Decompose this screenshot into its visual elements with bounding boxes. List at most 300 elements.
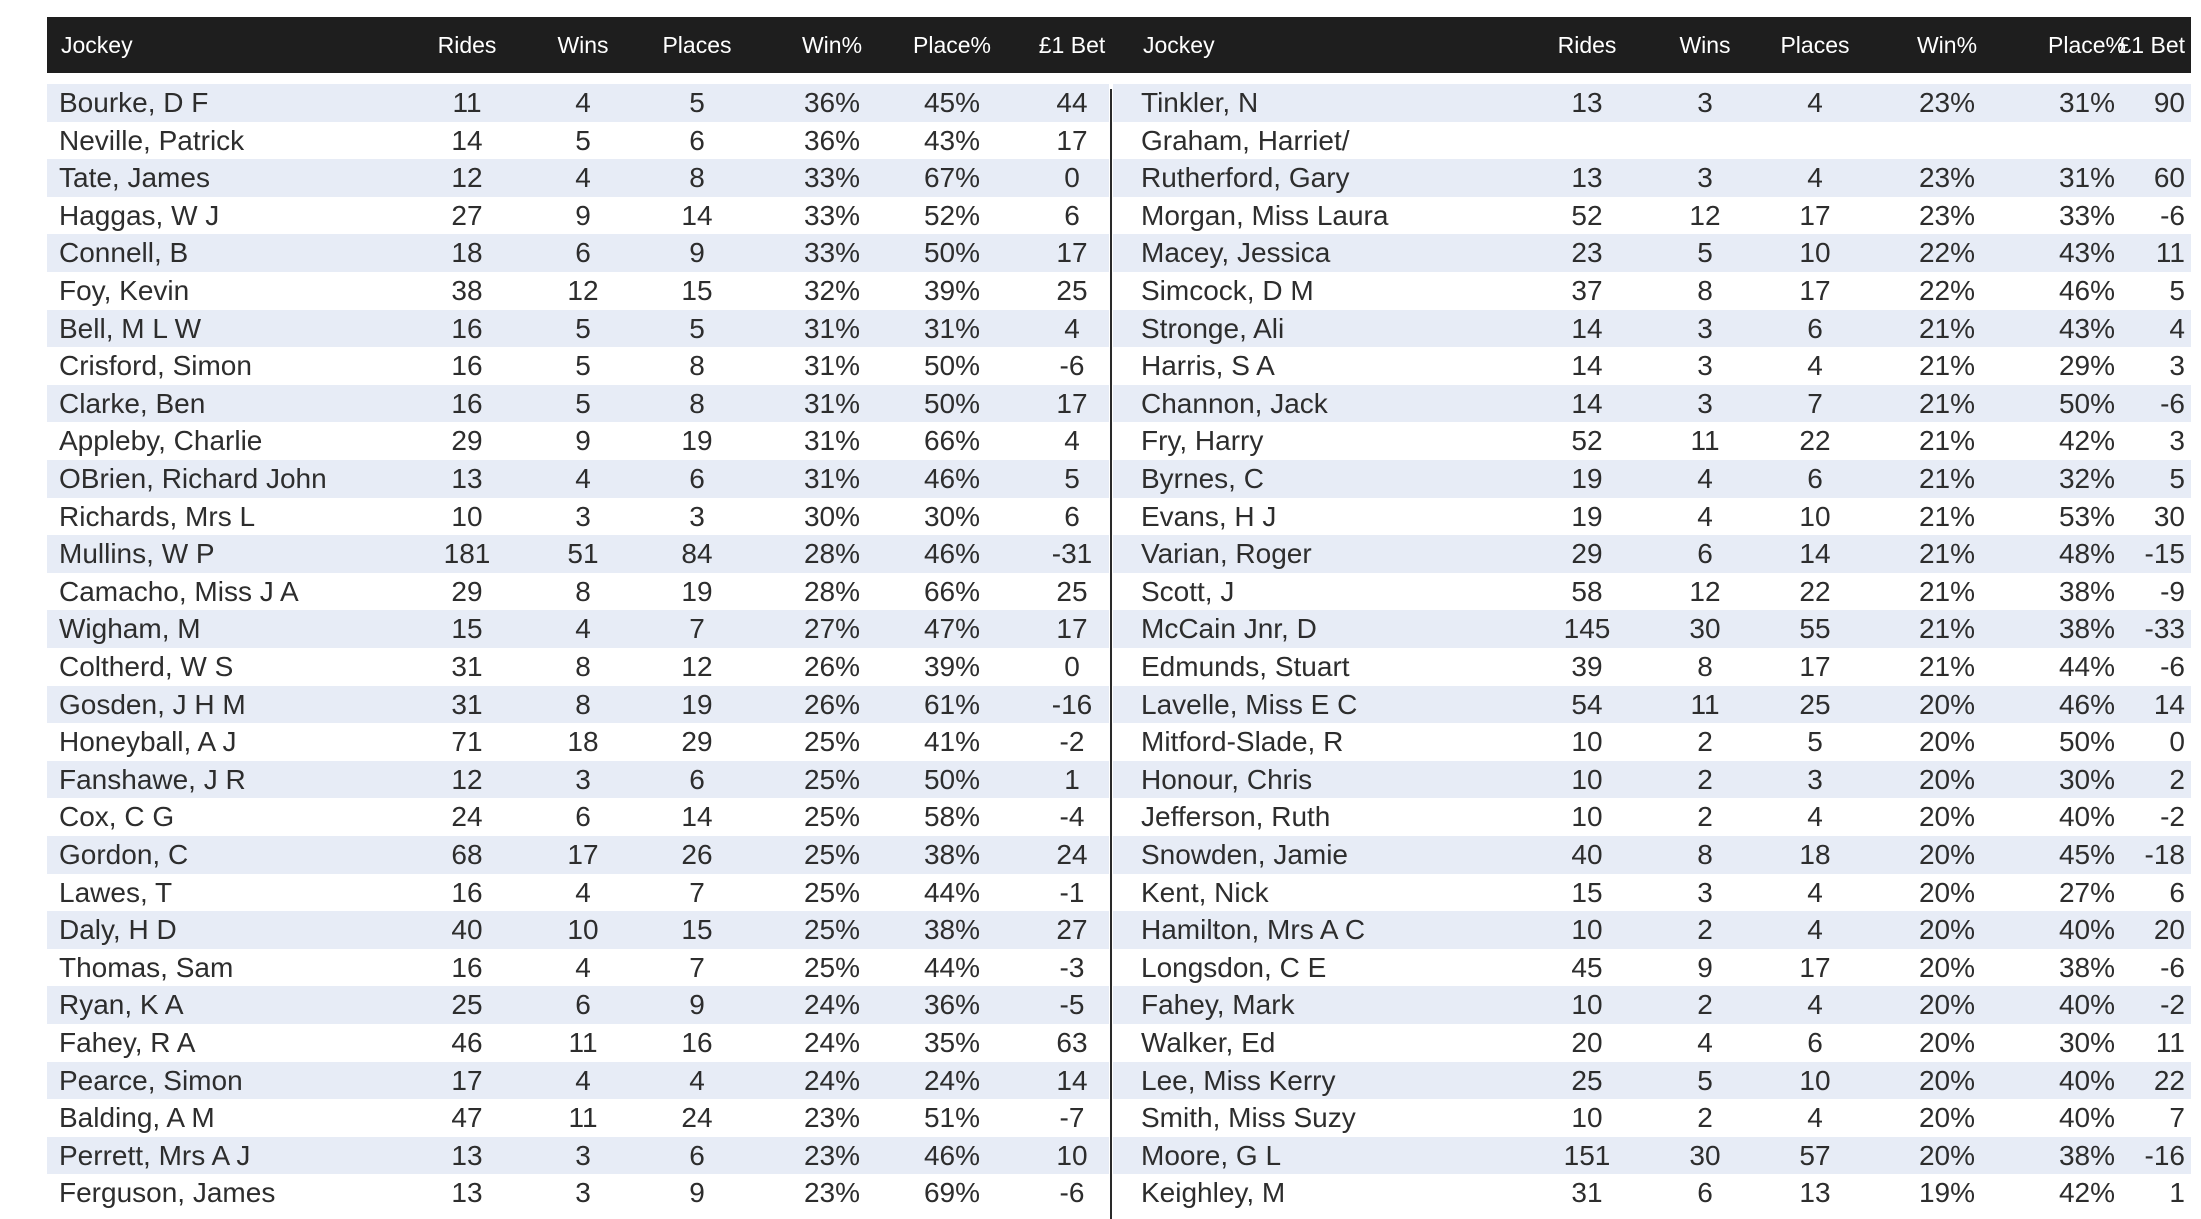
table-row: [1113, 272, 2191, 310]
cell-place-pct: 40%: [2058, 914, 2116, 946]
cell-places: 10: [1799, 1064, 1831, 1096]
cell-jockey: Moore, G L: [1141, 1139, 1282, 1171]
cell-bet: -31: [1051, 538, 1093, 570]
table-row: [47, 1062, 1109, 1100]
cell-jockey: Stronge, Ali: [1141, 312, 1285, 344]
cell-wins: 12: [1689, 199, 1721, 231]
cell-win-pct: 33%: [803, 162, 861, 194]
cell-jockey: Mitford-Slade, R: [1141, 726, 1344, 758]
cell-wins: 5: [575, 312, 591, 344]
table-row: [1113, 836, 2191, 874]
cell-bet: -6: [2160, 199, 2185, 231]
cell-places: 4: [689, 1064, 705, 1096]
cell-win-pct: 27%: [803, 613, 861, 645]
cell-wins: 5: [575, 350, 591, 382]
cell-rides: 12: [451, 162, 483, 194]
cell-place-pct: 50%: [923, 237, 981, 269]
cell-rides: 10: [1571, 1102, 1603, 1134]
cell-rides: 15: [1571, 876, 1603, 908]
cell-jockey: Ryan, K A: [59, 989, 184, 1021]
table-row: [47, 874, 1109, 912]
cell-places: 17: [1799, 951, 1831, 983]
cell-wins: 3: [1697, 387, 1713, 419]
cell-wins: 10: [567, 914, 599, 946]
cell-bet: 17: [1056, 237, 1088, 269]
cell-jockey: Snowden, Jamie: [1141, 839, 1349, 870]
cell-win-pct: 28%: [803, 575, 861, 607]
cell-rides: 39: [1571, 651, 1603, 682]
cell-bet: -6: [2160, 951, 2185, 983]
cell-place-pct: 31%: [2058, 87, 2116, 118]
table-row: [47, 648, 1109, 686]
cell-places: 17: [1799, 651, 1831, 682]
header-wins: Wins: [557, 32, 609, 58]
cell-bet: -2: [2160, 989, 2185, 1021]
cell-bet: -6: [2160, 651, 2185, 682]
cell-places: 6: [689, 463, 705, 494]
cell-bet: 17: [1056, 613, 1088, 645]
cell-jockey: Macey, Jessica: [1141, 237, 1331, 269]
cell-rides: 13: [451, 1177, 483, 1209]
cell-win-pct: 23%: [1918, 199, 1976, 231]
cell-wins: 30: [1689, 1139, 1721, 1171]
cell-rides: 14: [1571, 350, 1603, 382]
cell-rides: 14: [1571, 312, 1603, 344]
cell-rides: 10: [1571, 914, 1603, 946]
cell-bet: 60: [2153, 162, 2185, 194]
table-row: [1113, 1174, 2191, 1212]
header-place-pct: Place%: [913, 32, 991, 58]
table-row: [47, 761, 1109, 799]
cell-rides: 71: [451, 726, 483, 758]
cell-jockey: Gosden, J H M: [59, 688, 246, 720]
cell-bet: 0: [1064, 651, 1080, 682]
cell-bet: -16: [2144, 1139, 2185, 1171]
cell-wins: 8: [1697, 651, 1713, 682]
cell-rides: 10: [1571, 801, 1603, 833]
cell-rides: 14: [1571, 387, 1603, 419]
cell-wins: 4: [575, 87, 591, 118]
table-row: [47, 234, 1109, 272]
cell-place-pct: 46%: [2058, 275, 2116, 306]
cell-rides: 15: [451, 613, 483, 645]
cell-place-pct: 44%: [923, 876, 981, 908]
cell-place-pct: 40%: [2058, 989, 2116, 1021]
cell-jockey: Tate, James: [59, 162, 210, 194]
cell-places: 22: [1799, 575, 1831, 607]
cell-bet: 22: [2153, 1064, 2185, 1096]
cell-wins: 3: [1697, 87, 1713, 118]
cell-win-pct: [1882, 122, 2012, 160]
cell-places: 57: [1799, 1139, 1831, 1171]
cell-wins: 3: [1697, 876, 1713, 908]
cell-wins: 5: [1697, 237, 1713, 269]
cell-wins: 8: [575, 575, 591, 607]
cell-wins: 8: [575, 688, 591, 720]
cell-win-pct: 23%: [803, 1177, 861, 1209]
cell-bet: 44: [1056, 87, 1088, 118]
table-row: [1113, 798, 2191, 836]
cell-place-pct: 38%: [2058, 575, 2116, 607]
cell-rides: 16: [451, 387, 483, 419]
cell-rides: 29: [451, 425, 483, 457]
cell-jockey: Coltherd, W S: [59, 651, 234, 682]
cell-wins: 4: [1697, 500, 1713, 532]
cell-bet: -3: [1059, 951, 1085, 983]
cell-win-pct: 23%: [1918, 87, 1976, 118]
cell-jockey: Haggas, W J: [59, 199, 220, 231]
cell-bet: -6: [2160, 387, 2185, 419]
table-row: [47, 798, 1109, 836]
table-row: [1113, 310, 2191, 348]
cell-rides: 58: [1571, 575, 1603, 607]
cell-places: 8: [689, 350, 705, 382]
cell-wins: 2: [1697, 801, 1713, 833]
cell-rides: 31: [451, 688, 483, 720]
cell-rides: 17: [451, 1064, 483, 1096]
cell-jockey: Pearce, Simon: [59, 1064, 243, 1096]
cell-places: 5: [689, 87, 705, 118]
cell-wins: 4: [575, 162, 591, 194]
cell-jockey: Harris, S A: [1141, 350, 1275, 382]
cell-win-pct: 26%: [803, 688, 861, 720]
cell-wins: 2: [1697, 1102, 1713, 1134]
cell-win-pct: 21%: [1918, 500, 1976, 532]
cell-win-pct: 21%: [1918, 613, 1976, 645]
cell-bet: 4: [1064, 312, 1080, 344]
cell-jockey: Scott, J: [1141, 575, 1235, 607]
cell-jockey: Fahey, Mark: [1141, 989, 1295, 1021]
table-row: [1113, 347, 2191, 385]
cell-bet: 4: [2169, 312, 2185, 344]
cell-place-pct: 42%: [2058, 425, 2116, 457]
cell-wins: 3: [575, 1177, 591, 1209]
header-wins: Wins: [1679, 32, 1731, 58]
table-row: [1113, 1062, 2191, 1100]
table-row: [1113, 761, 2191, 799]
cell-rides: 52: [1571, 199, 1603, 231]
table-row: [1113, 422, 2191, 460]
cell-places: 6: [689, 763, 705, 795]
cell-place-pct: 66%: [923, 425, 981, 457]
cell-jockey: Edmunds, Stuart: [1141, 651, 1350, 682]
cell-places: 10: [1799, 237, 1831, 269]
table-row: [1113, 385, 2191, 423]
cell-place-pct: 69%: [923, 1177, 981, 1209]
cell-bet: -6: [1059, 350, 1085, 382]
cell-place-pct: 38%: [923, 839, 981, 870]
cell-wins: 6: [575, 237, 591, 269]
cell-rides: 52: [1571, 425, 1603, 457]
cell-place-pct: 30%: [923, 500, 981, 532]
table-row: [47, 610, 1109, 648]
cell-rides: [1537, 122, 1637, 160]
cell-win-pct: 21%: [1918, 387, 1976, 419]
cell-bet: 0: [1064, 162, 1080, 194]
cell-bet: 1: [1064, 763, 1080, 795]
header-jockey: Jockey: [61, 32, 133, 58]
cell-rides: 16: [451, 951, 483, 983]
cell-wins: 3: [1697, 162, 1713, 194]
cell-jockey: Evans, H J: [1141, 500, 1277, 532]
column-divider: [1110, 89, 1112, 1219]
cell-rides: 25: [1571, 1064, 1603, 1096]
cell-jockey: Bell, M L W: [59, 312, 202, 344]
cell-wins: 6: [575, 989, 591, 1021]
cell-places: 4: [1807, 989, 1823, 1021]
cell-places: 15: [681, 275, 713, 306]
cell-place-pct: 50%: [2058, 387, 2116, 419]
cell-jockey: Bourke, D F: [59, 87, 209, 118]
cell-places: 7: [689, 951, 705, 983]
table-row: [1113, 648, 2191, 686]
cell-bet: 5: [2169, 463, 2185, 494]
cell-win-pct: 25%: [803, 914, 861, 946]
cell-jockey: Camacho, Miss J A: [59, 575, 299, 607]
cell-places: 5: [1807, 726, 1823, 758]
cell-win-pct: 33%: [803, 237, 861, 269]
cell-bet: 2: [2169, 763, 2185, 795]
table-row: [47, 535, 1109, 573]
cell-win-pct: 25%: [803, 763, 861, 795]
cell-jockey: Channon, Jack: [1141, 387, 1328, 419]
cell-jockey: Simcock, D M: [1141, 275, 1314, 306]
cell-jockey: Richards, Mrs L: [59, 500, 256, 532]
cell-bet: 3: [2169, 425, 2185, 457]
table-row: [1113, 535, 2191, 573]
cell-jockey: Cox, C G: [59, 801, 175, 833]
cell-place-pct: 45%: [923, 87, 981, 118]
cell-wins: 11: [1690, 425, 1720, 457]
cell-wins: 51: [567, 538, 599, 570]
cell-jockey: Balding, A M: [59, 1102, 215, 1134]
cell-wins: 4: [575, 463, 591, 494]
cell-rides: 145: [1563, 613, 1611, 645]
cell-rides: 16: [451, 876, 483, 908]
cell-bet: -2: [1059, 726, 1085, 758]
cell-rides: 13: [1571, 87, 1603, 118]
cell-jockey: Honeyball, A J: [59, 726, 237, 758]
cell-bet: 30: [2153, 500, 2185, 532]
cell-places: 4: [1807, 87, 1823, 118]
cell-places: 9: [689, 989, 705, 1021]
cell-wins: 4: [575, 1064, 591, 1096]
header-rides: Rides: [1557, 32, 1617, 58]
cell-place-pct: 38%: [923, 914, 981, 946]
cell-wins: 9: [575, 199, 591, 231]
cell-rides: 37: [1571, 275, 1603, 306]
cell-jockey: Appleby, Charlie: [59, 425, 263, 457]
table-row: [47, 460, 1109, 498]
cell-jockey: Varian, Roger: [1141, 538, 1312, 570]
cell-places: 4: [1807, 162, 1823, 194]
cell-wins: 3: [575, 763, 591, 795]
table-header: [47, 17, 2191, 73]
cell-wins: 4: [575, 613, 591, 645]
cell-places: 13: [1799, 1177, 1831, 1209]
cell-places: 4: [1807, 1102, 1823, 1134]
cell-rides: 46: [451, 1027, 483, 1058]
cell-jockey: Hamilton, Mrs A C: [1141, 914, 1366, 946]
cell-wins: 2: [1697, 763, 1713, 795]
cell-jockey: Perrett, Mrs A J: [59, 1139, 251, 1171]
cell-wins: 30: [1689, 613, 1721, 645]
cell-places: [1755, 122, 1875, 160]
cell-places: 16: [681, 1027, 713, 1058]
cell-bet: 6: [1064, 199, 1080, 231]
cell-place-pct: 31%: [2058, 162, 2116, 194]
cell-jockey: Crisford, Simon: [59, 350, 252, 382]
table-row: [47, 949, 1109, 987]
cell-wins: 2: [1697, 726, 1713, 758]
cell-win-pct: 25%: [803, 839, 861, 870]
cell-places: 24: [681, 1102, 713, 1134]
cell-wins: 8: [1697, 839, 1713, 870]
cell-place-pct: 31%: [923, 312, 981, 344]
cell-win-pct: 23%: [803, 1139, 861, 1171]
cell-places: 26: [681, 839, 713, 870]
cell-place-pct: 43%: [2058, 237, 2116, 269]
cell-wins: 5: [1697, 1064, 1713, 1096]
cell-bet: 0: [2169, 726, 2185, 758]
cell-wins: 9: [575, 425, 591, 457]
cell-place-pct: 46%: [923, 538, 981, 570]
cell-rides: 11: [452, 87, 482, 118]
cell-places: 5: [689, 312, 705, 344]
cell-rides: 40: [451, 914, 483, 946]
cell-wins: 17: [567, 839, 599, 870]
cell-rides: 10: [1571, 726, 1603, 758]
cell-rides: 151: [1563, 1139, 1611, 1171]
cell-jockey: Lavelle, Miss E C: [1141, 688, 1358, 720]
header-places: Places: [662, 32, 732, 58]
cell-wins: 4: [575, 951, 591, 983]
cell-wins: 6: [575, 801, 591, 833]
cell-places: 9: [689, 1177, 705, 1209]
cell-place-pct: 50%: [923, 763, 981, 795]
cell-win-pct: 25%: [803, 876, 861, 908]
table-row: [47, 84, 1109, 122]
cell-bet: -18: [2144, 839, 2185, 870]
cell-places: 22: [1799, 425, 1831, 457]
cell-places: 6: [1807, 463, 1823, 494]
cell-places: 8: [689, 387, 705, 419]
table-row: [47, 1024, 1109, 1062]
jockey-stats-sheet: [47, 17, 2191, 1217]
cell-bet: 25: [1056, 275, 1088, 306]
cell-jockey: Mullins, W P: [59, 538, 215, 570]
cell-jockey: Jefferson, Ruth: [1141, 801, 1331, 833]
cell-win-pct: 21%: [1918, 425, 1976, 457]
cell-win-pct: 21%: [1918, 538, 1976, 570]
cell-jockey: Honour, Chris: [1141, 763, 1313, 795]
header-place-pct: Place%: [2048, 32, 2126, 58]
cell-place-pct: 58%: [923, 801, 981, 833]
cell-place-pct: 42%: [2058, 1177, 2116, 1209]
cell-win-pct: 25%: [803, 951, 861, 983]
cell-jockey: Neville, Patrick: [59, 124, 245, 156]
table-row: [1113, 1137, 2191, 1175]
cell-win-pct: 20%: [1918, 726, 1976, 758]
cell-win-pct: 21%: [1918, 651, 1976, 682]
cell-bet: 24: [1056, 839, 1088, 870]
table-row: [47, 498, 1109, 536]
cell-wins: 3: [575, 500, 591, 532]
table-row: [47, 385, 1109, 423]
cell-places: 17: [1799, 199, 1831, 231]
table-row: [1113, 573, 2191, 611]
cell-place-pct: 44%: [2058, 651, 2116, 682]
cell-places: 55: [1799, 613, 1831, 645]
cell-places: 12: [681, 651, 713, 682]
cell-place-pct: 35%: [923, 1027, 981, 1058]
cell-places: 7: [1807, 387, 1823, 419]
cell-win-pct: 20%: [1918, 688, 1976, 720]
cell-bet: 20: [2153, 914, 2185, 946]
cell-jockey: Rutherford, Gary: [1141, 162, 1350, 194]
cell-places: 14: [681, 199, 713, 231]
cell-win-pct: 20%: [1918, 1064, 1976, 1096]
cell-places: 4: [1807, 350, 1823, 382]
cell-wins: 11: [568, 1102, 598, 1134]
table-row: [47, 347, 1109, 385]
cell-place-pct: 61%: [923, 688, 981, 720]
cell-places: 8: [689, 162, 705, 194]
table-row: [1113, 986, 2191, 1024]
table-row: [47, 1099, 1109, 1137]
cell-rides: 14: [451, 124, 483, 156]
cell-bet: -16: [1051, 688, 1093, 720]
cell-bet: -1: [1059, 876, 1085, 908]
table-row: [1113, 122, 2191, 160]
table-row: [1113, 234, 2191, 272]
cell-place-pct: 39%: [923, 651, 981, 682]
cell-bet: -2: [2160, 801, 2185, 833]
cell-jockey: Wigham, M: [59, 613, 201, 645]
cell-jockey: Morgan, Miss Laura: [1141, 199, 1389, 231]
cell-place-pct: 51%: [923, 1102, 981, 1134]
cell-wins: 2: [1697, 989, 1713, 1021]
cell-bet: 27: [1056, 914, 1088, 946]
cell-rides: 20: [1571, 1027, 1603, 1058]
cell-wins: 11: [1690, 688, 1720, 720]
cell-places: 6: [689, 124, 705, 156]
cell-wins: 5: [575, 124, 591, 156]
cell-place-pct: 44%: [923, 951, 981, 983]
cell-rides: 19: [1571, 500, 1603, 532]
cell-rides: 10: [1571, 763, 1603, 795]
cell-bet: 5: [1064, 463, 1080, 494]
header-bet: £1 Bet: [1038, 32, 1106, 58]
cell-place-pct: 32%: [2058, 463, 2116, 494]
cell-places: 14: [681, 801, 713, 833]
cell-bet: [2107, 122, 2185, 160]
cell-win-pct: 20%: [1918, 1027, 1976, 1058]
cell-place-pct: 39%: [923, 275, 981, 306]
cell-win-pct: 20%: [1918, 763, 1976, 795]
cell-win-pct: 22%: [1918, 275, 1976, 306]
cell-rides: 31: [1571, 1177, 1603, 1209]
cell-places: 29: [681, 726, 713, 758]
cell-rides: 25: [451, 989, 483, 1021]
cell-jockey: Ferguson, James: [59, 1177, 276, 1209]
table-row: [47, 272, 1109, 310]
cell-win-pct: 20%: [1918, 801, 1976, 833]
table-row: [1113, 686, 2191, 724]
cell-jockey: Lawes, T: [59, 876, 173, 908]
cell-places: 17: [1799, 275, 1831, 306]
table-row: [1113, 610, 2191, 648]
